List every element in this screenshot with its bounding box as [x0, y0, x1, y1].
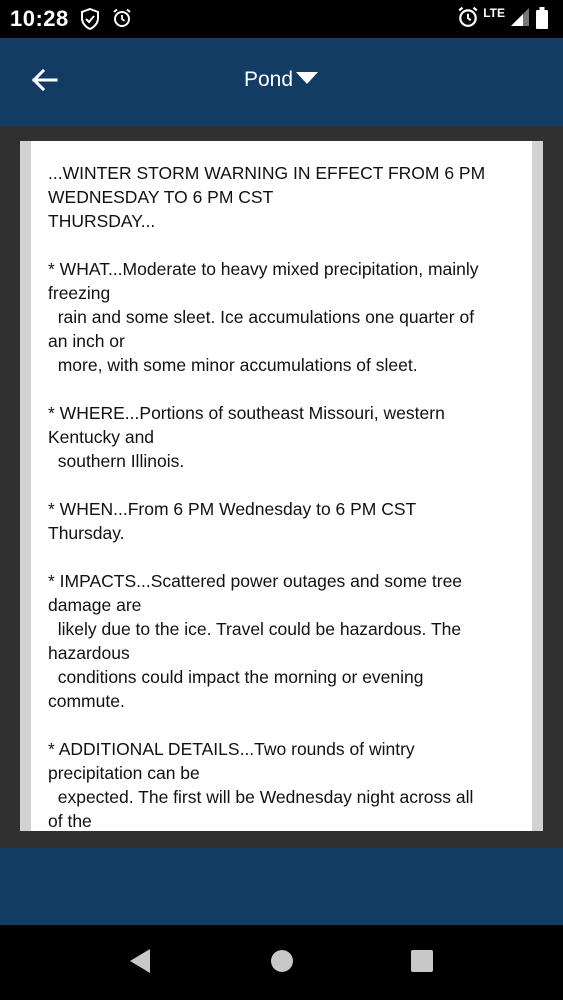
scroll-rail-right[interactable] [532, 141, 543, 831]
status-left-icons [80, 8, 132, 35]
network-type-label: LTE [483, 6, 505, 20]
nav-back-button[interactable] [120, 945, 160, 981]
recents-square-icon [410, 949, 434, 978]
nav-home-button[interactable] [262, 945, 302, 981]
scroll-rail-left [20, 141, 31, 831]
system-nav-bar [0, 925, 563, 1000]
bottom-bar [0, 848, 563, 925]
alarm-icon [112, 8, 132, 35]
home-circle-icon [270, 949, 294, 978]
location-selector[interactable] [0, 68, 563, 92]
nav-recents-button[interactable] [402, 945, 442, 981]
alert-card[interactable] [20, 141, 543, 831]
shield-check-icon [80, 8, 100, 35]
battery-icon [535, 6, 549, 35]
alert-message: ...WINTER STORM WARNING IN EFFECT FROM 6 PM WEDNESDAY TO 6 PM CST THURSDAY... * WHAT...Moderate to heavy mixed precipitation, mainly freezing rain and some sleet. Ice accumulations one quarter of an inch or more, with some minor accumulations of sleet. * WHERE...Portions of southeast Missouri, western Kentucky and southern Illinois. * WHEN...From 6 PM Wednesday to 6 PM CST Thursday. * IMPACTS...Scattered power outages and some tree damage are likely due to the ice. Travel could be hazardous. The hazardous conditions could impact the morning or evening commute. * ADDITIONAL DETAILS...Two rounds of wintry precipitation can be expected. The first will be Wednesday night across all of the [48, 163, 486, 831]
back-triangle-icon [128, 948, 152, 979]
status-right-icons [457, 6, 549, 35]
alarm-icon [457, 6, 479, 33]
signal-icon [509, 6, 531, 33]
status-bar [0, 0, 563, 38]
dropdown-triangle-icon [295, 70, 319, 91]
app-bar [0, 38, 563, 126]
app-title: Pond [243, 68, 294, 91]
status-time: 10:28 [10, 6, 69, 31]
